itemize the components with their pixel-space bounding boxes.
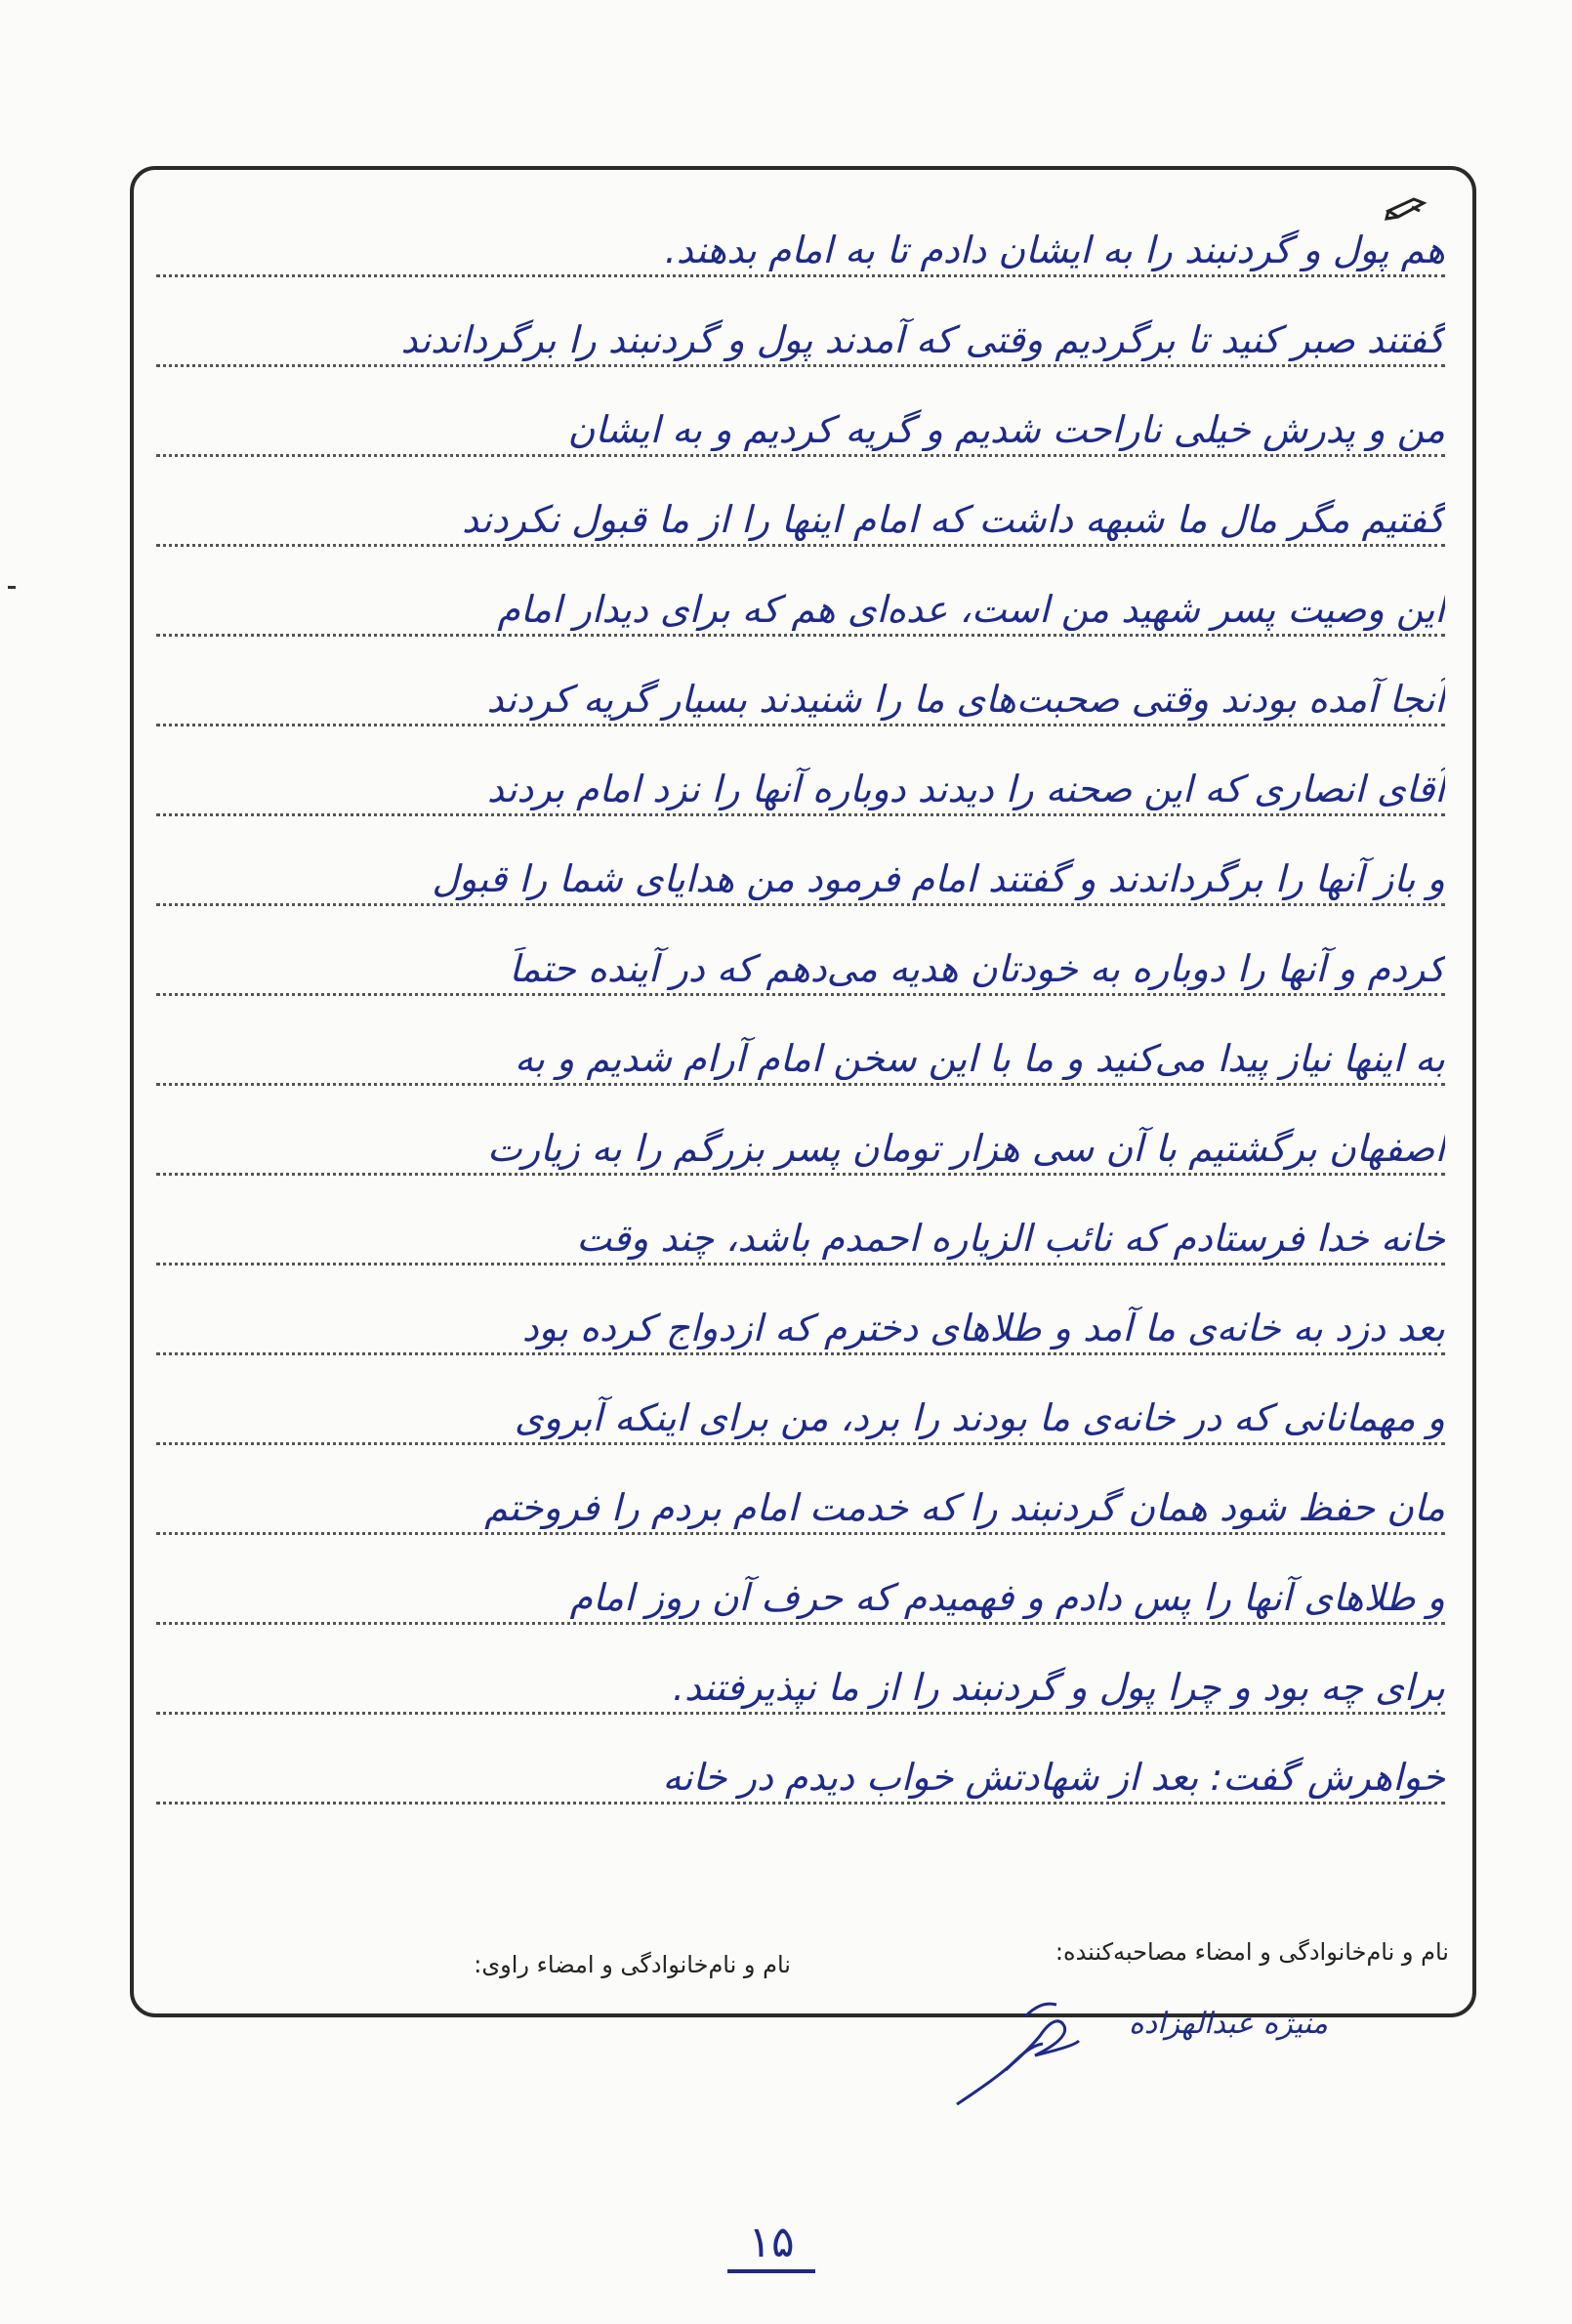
text-line (156, 1004, 1445, 1094)
text-line (156, 1722, 1445, 1812)
text-line (156, 285, 1445, 375)
line-text: گفتند صبر کنید تا برگردیم وقتی که آمدند پول و گردنبند را برگرداندند (400, 318, 1445, 361)
text-line (156, 1183, 1445, 1273)
line-text: کردم و آنها را دوباره به خودتان هدیه می‌دهم که در آینده حتماً (509, 947, 1445, 990)
interviewer-signature-label: نام و نام‌خانوادگی و امضاء مصاحبه‌کننده: (1055, 1938, 1449, 1966)
line-text: گفتیم مگر مال ما شبهه داشت که امام اینها را از ما قبول نکردند (462, 498, 1445, 541)
text-line (156, 465, 1445, 555)
line-text: آقای انصاری که این صحنه را دیدند دوباره آنها را نزد امام بردند (486, 768, 1445, 810)
handwritten-lines (156, 195, 1445, 1812)
line-text: هم پول و گردنبند را به ایشان دادم تا به امام بدهند. (664, 228, 1445, 271)
line-text: و باز آنها را برگرداندند و گفتند امام فرمود من هدایای شما را قبول (432, 857, 1445, 900)
line-text: آنجا آمده بودند وقتی صحبت‌های ما را شنیدند بسیار گریه کردند (486, 678, 1445, 721)
text-line (156, 195, 1445, 285)
text-line (156, 1453, 1445, 1543)
line-text: خواهرش گفت: بعد از شهادتش خواب دیدم در خانه (662, 1756, 1445, 1799)
line-text: این وصیت پسر شهید من است، عده‌ای هم که برای دیدار امام (497, 588, 1445, 631)
text-line (156, 1543, 1445, 1633)
text-line (156, 555, 1445, 644)
line-text: بعد دزد به خانه‌ی ما آمد و طلاهای دخترم که ازدواج کرده بود (521, 1307, 1445, 1349)
narrator-signature-label: نام و نام‌خانوادگی و امضاء راوی: (474, 1951, 791, 1978)
line-text: خانه خدا فرستادم که نائب الزیاره احمدم باشد، چند وقت (576, 1217, 1445, 1260)
text-line (156, 824, 1445, 914)
line-text: برای چه بود و چرا پول و گردنبند را از ما نپذیرفتند. (672, 1666, 1445, 1709)
text-line (156, 914, 1445, 1004)
text-line (156, 644, 1445, 734)
text-line (156, 734, 1445, 824)
line-text: من و پدرش خیلی ناراحت شدیم و گریه کردیم و به ایشان (567, 408, 1445, 451)
text-line (156, 1633, 1445, 1722)
scan-mark (8, 586, 16, 589)
page-number: ۱۵ (727, 2217, 815, 2273)
line-text: و طلاهای آنها را پس دادم و فهمیدم که حرف آن روز امام (569, 1576, 1445, 1619)
line-text: اصفهان برگشتیم با آن سی هزار تومان پسر بزرگم را به زیارت (487, 1127, 1445, 1170)
signature-scribble (947, 1997, 1084, 2114)
line-text: و مهمانانی که در خانه‌ی ما بودند را برد، من برای اینکه آبروی (514, 1396, 1445, 1439)
text-line (156, 1363, 1445, 1453)
text-line (156, 375, 1445, 465)
line-text: به اینها نیاز پیدا می‌کنید و ما با این سخن امام آرام شدیم و به (514, 1037, 1445, 1080)
text-line (156, 1273, 1445, 1363)
text-line (156, 1094, 1445, 1183)
interviewer-name: منیژه عبدالهزاده (1129, 2007, 1328, 2041)
line-text: مان حفظ شود همان گردنبند را که خدمت امام بردم را فروختم (484, 1486, 1445, 1529)
